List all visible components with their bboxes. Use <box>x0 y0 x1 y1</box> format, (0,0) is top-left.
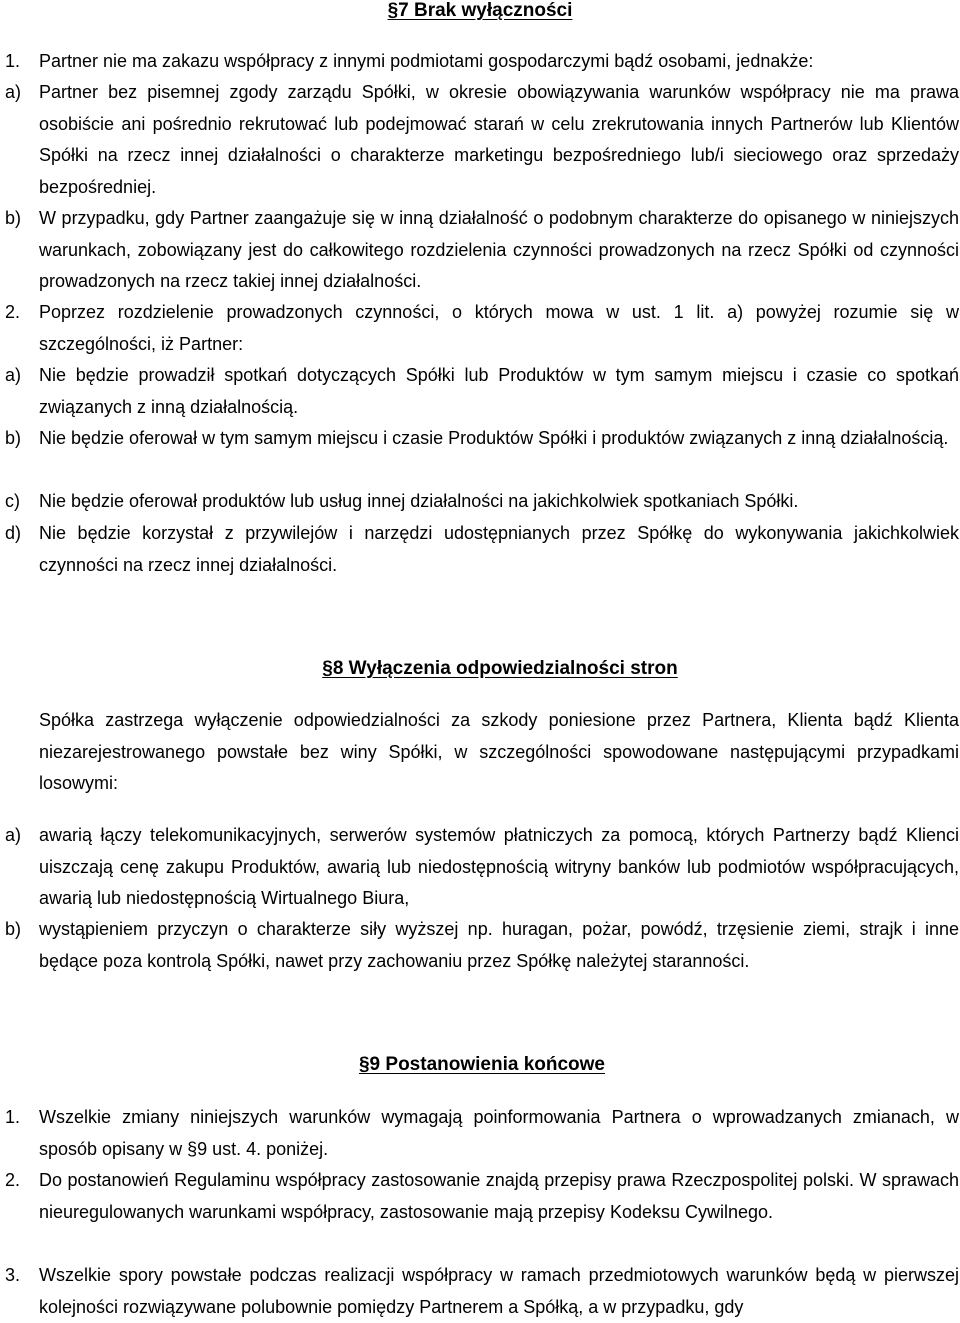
list-marker: b) <box>5 428 22 448</box>
list-marker: 1. <box>5 51 21 71</box>
list-item-text: Partner nie ma zakazu współpracy z innymi podmiotami gospodarczymi bądź osobami, jednakże: <box>39 51 814 71</box>
list-marker: d) <box>5 523 22 543</box>
section-9-heading-text: §9 Postanowienia końcowe <box>358 1054 606 1075</box>
list-item-text: Partner bez pisemnej zgody zarządu Spółki, w okresie obowiązywania warunków współpracy nie ma prawa osobiście ani pośrednio rekrutować lub podejmować starań w celu zrekrutowania innych Partnerów lub Klientów Spółki na rzecz innej działalności o charakterze marketingu bezpośredniego lub/i sieciowego oraz sprzedaży bezpośredniej. <box>39 82 959 197</box>
list-item-text: Nie będzie oferował w tym samym miejscu i czasie Produktów Spółki i produktów związanych z inną działalnością. <box>39 428 949 448</box>
list-item-text: Nie będzie korzystał z przywilejów i narzędzi udostępnianych przez Spółkę do wykonywania jakichkolwiek czynności na rzecz innej działalności. <box>39 523 959 575</box>
list-marker: a) <box>5 365 22 385</box>
list-marker: 2. <box>5 302 21 322</box>
list-marker: a) <box>5 82 22 102</box>
list-item-text: Poprzez rozdzielenie prowadzonych czynności, o których mowa w ust. 1 lit. a) powyżej rozumie się w szczególności, iż Partner: <box>39 302 959 354</box>
list-marker: 1. <box>5 1107 21 1127</box>
list-marker: c) <box>5 491 20 511</box>
section-7-heading <box>0 0 960 22</box>
list-item-text: Nie będzie prowadził spotkań dotyczących Spółki lub Produktów w tym samym miejscu i czasie co spotkań związanych z inną działalnością. <box>39 365 959 417</box>
section-9-heading <box>2 1054 960 1076</box>
list-marker: 3. <box>5 1265 21 1285</box>
list-item-text: W przypadku, gdy Partner zaangażuje się w inną działalność o podobnym charakterze do opisanego w niniejszych warunkach, zobowiązany jest do całkowitego rozdzielenia czynności prowadzonych na rzecz Spółki od czynności prowadzonych na rzecz takiej innej działalności. <box>39 208 959 291</box>
list-marker: b) <box>5 208 22 228</box>
section-7-heading-text: §7 Brak wyłączności <box>387 0 573 21</box>
list-item-text: Wszelkie zmiany niniejszych warunków wymagają poinformowania Partnera o wprowadzanych zmianach, w sposób opisany w §9 ust. 4. poniżej. <box>39 1107 959 1159</box>
list-item-text: Nie będzie oferował produktów lub usług innej działalności na jakichkolwiek spotkaniach Spółki. <box>39 491 799 511</box>
list-item-text: Wszelkie spory powstałe podczas realizacji współpracy w ramach przedmiotowych warunków będą w pierwszej kolejności rozwiązywane polubownie pomiędzy Partnerem a Spółką, a w przypadku, gdy <box>39 1265 959 1317</box>
list-marker: 2. <box>5 1170 21 1190</box>
list-marker: a) <box>5 825 22 845</box>
section-8-intro: Spółka zastrzega wyłączenie odpowiedzialności za szkody poniesione przez Partnera, Klienta bądź Klienta niezarejestrowanego powstałe bez winy Spółki, w szczególności spowodowane następującymi przypadkami losowymi: <box>39 710 959 793</box>
section-8-heading <box>20 658 960 680</box>
list-item-text: awarią łączy telekomunikacyjnych, serwerów systemów płatniczych za pomocą, których Partnerzy bądź Klienci uiszczają cenę zakupu Produktów, awarią lub niedostępnością witryny banków lub podmiotów współpracujących, awarią lub niedostępnością Wirtualnego Biura, <box>39 825 959 908</box>
list-item-text: Do postanowień Regulaminu współpracy zastosowanie znajdą przepisy prawa Rzeczpospolitej polski. W sprawach nieuregulowanych warunkami współpracy, zastosowanie mają przepisy Kodeksu Cywilnego. <box>39 1170 959 1222</box>
list-marker: b) <box>5 919 22 939</box>
section-8-heading-text: §8 Wyłączenia odpowiedzialności stron <box>322 658 678 679</box>
list-item-text: wystąpieniem przyczyn o charakterze siły wyższej np. huragan, pożar, powódź, trzęsienie ziemi, strajk i inne będące poza kontrolą Spółki, nawet przy zachowaniu przez Spółkę należytej staranności. <box>39 919 959 971</box>
